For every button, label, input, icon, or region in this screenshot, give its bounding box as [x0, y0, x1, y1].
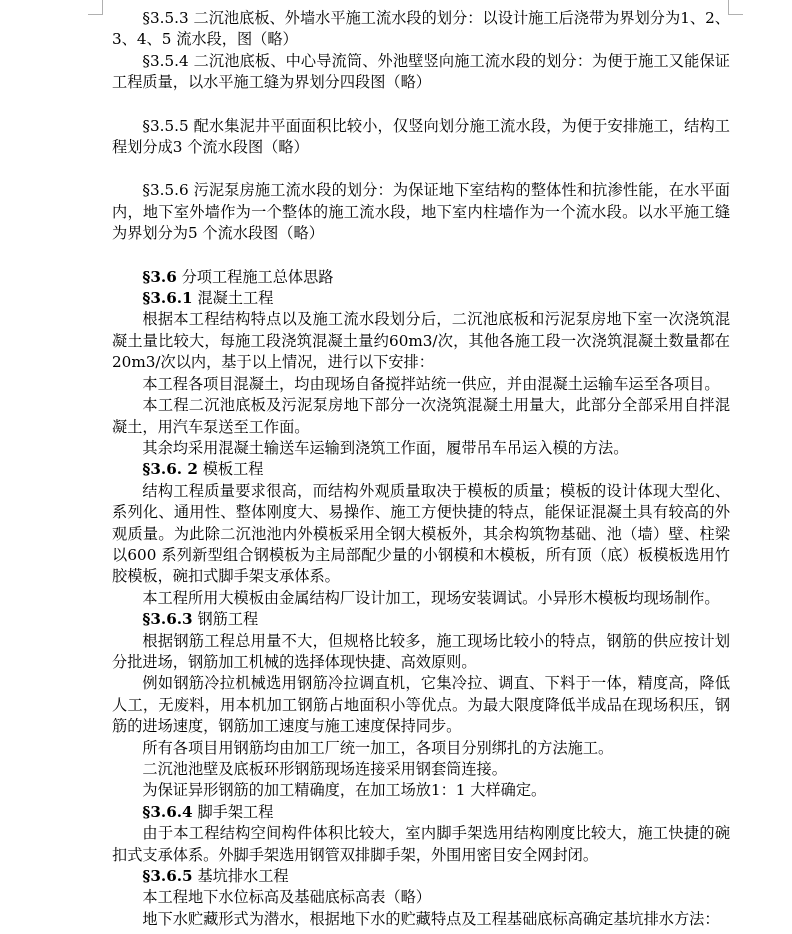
blank-line — [112, 158, 730, 180]
heading-3-6-1-title: 混凝土工程 — [192, 289, 274, 308]
heading-3-6-5 — [112, 866, 730, 887]
dewatering-paragraph: 本工程地下水位标高及基础底标高表（略） — [142, 888, 431, 907]
concrete-paragraph: 本工程二沉池底板及污泥泵房地下部分一次浇筑混凝土用量大，此部分全部采用自拌混凝土，用汽车泵送至工作面。 — [112, 396, 730, 436]
heading-3-6-2-number: §3.6. 2 — [142, 460, 198, 479]
heading-3-6-2 — [112, 459, 730, 480]
heading-3-6-3-number: §3.6.3 — [142, 610, 193, 629]
heading-3-6-5-title: 基坑排水工程 — [192, 867, 289, 886]
rebar-paragraph: 为保证异形钢筋的加工精确度，在加工场放1：1 大样确定。 — [142, 781, 547, 800]
paragraph-3-5-4: §3.5.4 二沉池底板、中心导流筒、外池壁竖向施工流水段的划分：为便于施工又能保证工程质量，以水平施工缝为界划分四段图（略） — [112, 51, 730, 92]
concrete-paragraph: 本工程各项目混凝土，均由现场自备搅拌站统一供应，并由混凝土运输车运至各项目。 — [142, 374, 720, 393]
heading-3-6-number: §3.6 — [142, 267, 177, 286]
heading-3-6-4-title: 脚手架工程 — [192, 802, 274, 821]
rebar-paragraph: 所有各项目用钢筋均由加工厂统一加工，各项目分别绑扎的方法施工。 — [142, 738, 614, 757]
heading-3-6-5-number: §3.6.5 — [142, 867, 193, 886]
rebar-paragraph: 二沉池池壁及底板环形钢筋现场连接采用钢套筒连接。 — [142, 760, 507, 778]
paragraph-3-5-3: §3.5.3 二沉池底板、外墙水平施工流水段的划分：以设计施工后浇带为界划分为1、2、3、4、5 流水段，图（略） — [112, 9, 730, 49]
rebar-paragraph: 例如钢筋冷拉机械选用钢筋冷拉调直机，它集冷拉、调直、下料于一体，精度高，降低人工，无废料，用本机加工钢筋占地面积小等优点。为最大限度降低半成品在现场积压，钢筋的进场速度，钢筋加工速度与施工速度保持同步。 — [112, 674, 730, 736]
blank-line — [112, 94, 730, 116]
paragraph-3-5-5: §3.5.5 配水集泥井平面面积比较小，仅竖向划分施工流水段，为便于安排施工，结构工程划分成3 个流水段图（略） — [112, 116, 730, 157]
heading-3-6-3 — [112, 609, 730, 630]
heading-3-6-3-title: 钢筋工程 — [192, 610, 259, 629]
page-corner-mark-right — [728, 0, 743, 15]
heading-3-6-title: 分项工程施工总体思路 — [176, 267, 334, 286]
heading-3-6-1-number: §3.6.1 — [142, 289, 193, 308]
scaffold-paragraph: 由于本工程结构空间构件体积比较大，室内脚手架选用结构刚度比较大，施工快捷的碗扣式支承体系。外脚手架选用钢管双排脚手架，外围用密目安全网封闭。 — [112, 824, 730, 864]
dewatering-paragraph: 地下水贮藏形式为潜水，根据地下水的贮藏特点及工程基础底标高确定基坑排水方法： — [142, 909, 720, 928]
heading-3-6-1 — [112, 288, 730, 309]
heading-3-6-4 — [112, 802, 730, 823]
formwork-paragraph: 结构工程质量要求很高，而结构外观质量取决于模板的质量；模板的设计体现大型化、系列化、通用性、整体刚度大、易操作、施工方便快捷的特点，能保证混凝土具有较高的外观质量。为此除二沉池池内外模板采用全钢大模板外，其余构筑物基础、池（墙）壁、柱梁以600 系列新型组合钢模板为主局部配少量的小钢模和木模板，所有顶（底）板模板选用竹胶模板，碗扣式脚手架支承体系。 — [112, 481, 730, 586]
heading-3-6-2-title: 模板工程 — [197, 460, 264, 479]
blank-line — [112, 245, 730, 267]
formwork-paragraph: 本工程所用大模板由金属结构厂设计加工，现场安装调试。小异形木模板均现场制作。 — [142, 588, 720, 607]
heading-3-6 — [112, 267, 730, 288]
concrete-paragraph: 其余均采用混凝土输送车运输到浇筑工作面，履带吊车吊运入模的方法。 — [142, 438, 629, 457]
paragraph-3-5-6: §3.5.6 污泥泵房施工流水段的划分：为保证地下室结构的整体性和抗渗性能，在水平面内，地下室外墙作为一个整体的施工流水段，地下室内柱墙作为一个流水段。以水平施工缝为界划分为5 个流水段图（略） — [112, 181, 730, 243]
concrete-paragraph: 根据本工程结构特点以及施工流水段划分后，二沉池底板和污泥泵房地下室一次浇筑混凝土量比较大，每施工段浇筑混凝土量约60m3/次，其他各施工段一次浇筑混凝土数量都在20m3/次以内，基于以上情况，进行以下安排： — [112, 310, 730, 372]
document-body — [112, 8, 730, 930]
page-corner-mark-left — [88, 0, 103, 15]
heading-3-6-4-number: §3.6.4 — [142, 802, 193, 821]
rebar-paragraph: 根据钢筋工程总用量不大，但规格比较多，施工现场比较小的特点，钢筋的供应按计划分批进场，钢筋加工机械的选择体现快捷、高效原则。 — [112, 631, 730, 671]
